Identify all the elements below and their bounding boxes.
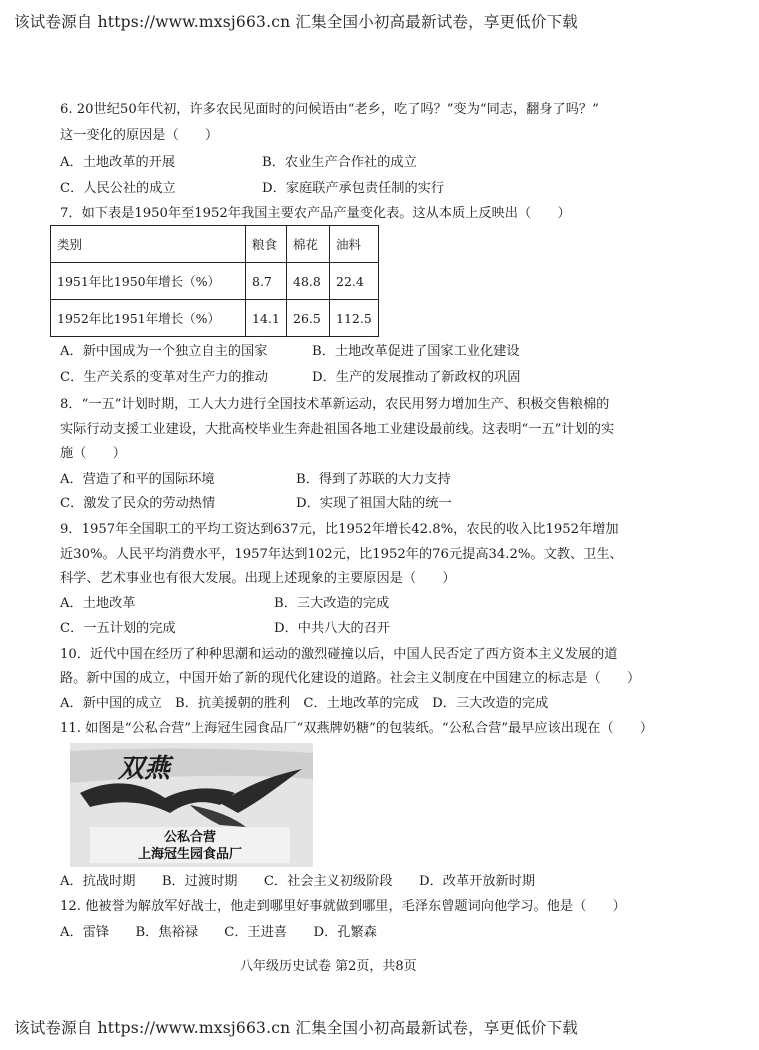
candy-wrapper-image — [70, 743, 313, 867]
table-cell: 22.4 — [330, 263, 379, 300]
wrapper-label-1: 公私合营 — [163, 830, 217, 845]
q8-option-b[interactable]: B．得到了苏联的大力支持 — [296, 472, 451, 487]
q9-stem-line2: 近30%。人民平均消费水平，1957年达到102元，比1952年的76元提高34.2%。文教、卫生、 — [60, 547, 623, 562]
table-cell: 1951年比1950年增长（%） — [51, 263, 246, 300]
q7-stem-line1: 7．如下表是1950年至1952年我国主要农产品产量变化表。这从本质上反映出（ ） — [60, 206, 571, 221]
q7-option-c[interactable]: C．生产关系的变革对生产力的推动 — [60, 370, 268, 385]
q7-production-table — [50, 225, 379, 337]
table-cell: 26.5 — [287, 300, 330, 337]
table-cell: 112.5 — [330, 300, 379, 337]
q6-stem-line1: 6. 20世纪50年代初，许多农民见面时的问候语由“老乡，吃了吗？”变为“同志，翻身了吗？” — [60, 102, 599, 117]
q8-stem-line3: 施（ ） — [60, 446, 126, 461]
q8-stem-line1: 8．“一五”计划时期，工人大力进行全国技术革新运动，农民用努力增加生产、积极交售粮棉的 — [60, 397, 610, 412]
q11-options[interactable]: A．抗战时期 B．过渡时期 C．社会主义初级阶段 D．改革开放新时期 — [60, 874, 536, 889]
swallow-illustration — [70, 743, 313, 867]
q9-option-a[interactable]: A．土地改革 — [60, 596, 136, 611]
table-row — [51, 263, 379, 300]
table-cell: 48.8 — [287, 263, 330, 300]
q12-stem-line1: 12. 他被誉为解放军好战士，他走到哪里好事就做到哪里，毛泽东曾题词向他学习。他是（ ） — [60, 899, 626, 914]
q7-option-a[interactable]: A．新中国成为一个独立自主的国家 — [60, 344, 268, 359]
q10-options[interactable]: A．新中国的成立 B．抗美援朝的胜利 C．土地改革的完成 D．三大改造的完成 — [60, 696, 549, 711]
q6-option-a[interactable]: A．土地改革的开展 — [60, 155, 176, 170]
q8-option-d[interactable]: D．实现了祖国大陆的统一 — [296, 496, 452, 511]
table-header-row — [51, 226, 379, 263]
q11-stem-line1: 11. 如图是“公私合营”上海冠生园食品厂“双燕牌奶糖”的包装纸。“公私合营”最早应该出现在（ ） — [60, 721, 654, 736]
q9-option-d[interactable]: D．中共八大的召开 — [274, 621, 391, 636]
source-banner-bottom: 该试卷源自 https://www.mxsj663.cn 汇集全国小初高最新试卷，享更低价下载 — [14, 1019, 579, 1037]
q6-option-b[interactable]: B．农业生产合作社的成立 — [262, 155, 417, 170]
table-row — [51, 300, 379, 337]
q8-option-c[interactable]: C．激发了民众的劳动热情 — [60, 496, 216, 511]
table-cell: 8.7 — [246, 263, 287, 300]
table-header-cell: 类别 — [51, 226, 246, 263]
q10-stem-line1: 10．近代中国在经历了种种思潮和运动的激烈碰撞以后，中国人民否定了西方资本主义发展的道 — [60, 647, 618, 662]
q6-option-c[interactable]: C．人民公社的成立 — [60, 181, 176, 196]
source-banner-top: 该试卷源自 https://www.mxsj663.cn 汇集全国小初高最新试卷，享更低价下载 — [14, 13, 579, 31]
q7-option-d[interactable]: D．生产的发展推动了新政权的巩固 — [312, 370, 521, 385]
q6-option-d[interactable]: D．家庭联产承包责任制的实行 — [262, 181, 445, 196]
q9-stem-line1: 9．1957年全国职工的平均工资达到637元，比1952年增长42.8%，农民的收入比1952年增加 — [60, 522, 619, 537]
table-cell: 14.1 — [246, 300, 287, 337]
q10-stem-line2: 路。新中国的成立，中国开始了新的现代化建设的道路。社会主义制度在中国建立的标志是（ ） — [60, 671, 641, 686]
q9-option-c[interactable]: C．一五计划的完成 — [60, 621, 176, 636]
q12-options[interactable]: A．雷锋 B．焦裕禄 C．王进喜 D．孔繁森 — [60, 925, 377, 940]
table-header-cell: 油料 — [330, 226, 379, 263]
q8-stem-line2: 实际行动支援工业建设，大批高校毕业生奔赴祖国各地工业建设最前线。这表明“一五”计划的实 — [60, 422, 615, 437]
table-header-cell: 粮食 — [246, 226, 287, 263]
q9-stem-line3: 科学、艺术事业也有很大发展。出现上述现象的主要原因是（ ） — [60, 571, 456, 586]
wrapper-label-2: 上海冠生园食品厂 — [137, 847, 243, 862]
table-header-cell: 棉花 — [287, 226, 330, 263]
q8-option-a[interactable]: A．营造了和平的国际环境 — [60, 472, 215, 487]
q9-option-b[interactable]: B．三大改造的完成 — [274, 596, 390, 611]
page-footer: 八年级历史试卷 第2页，共8页 — [240, 959, 417, 974]
table-cell: 1952年比1951年增长（%） — [51, 300, 246, 337]
wrapper-brand-text: 双燕 — [118, 754, 171, 784]
q7-option-b[interactable]: B．土地改革促进了国家工业化建设 — [312, 344, 520, 359]
q6-stem-line2: 这一变化的原因是（ ） — [60, 128, 219, 143]
